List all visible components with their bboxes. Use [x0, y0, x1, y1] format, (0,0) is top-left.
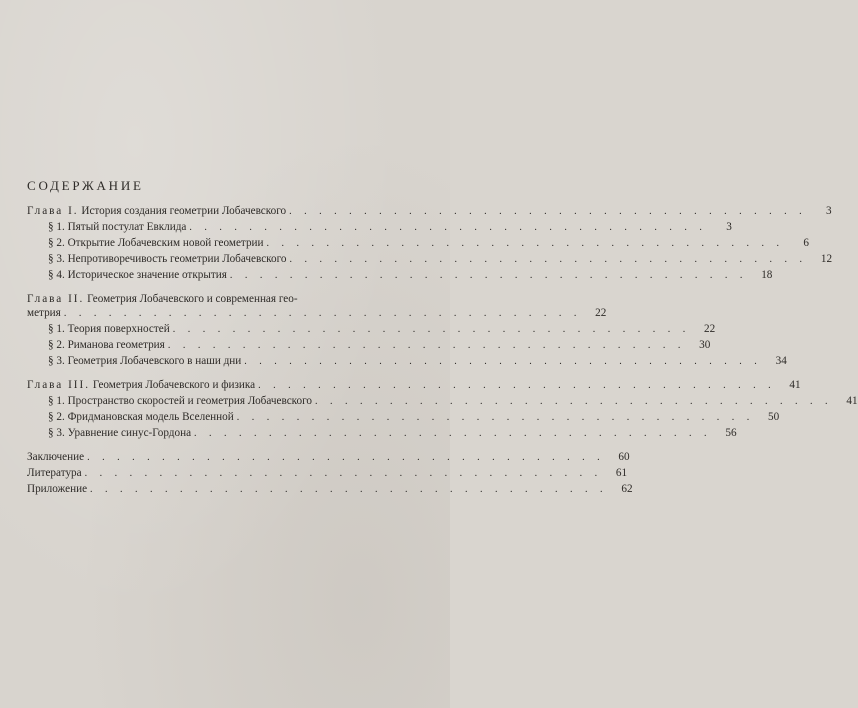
- dot-leader: . . . . . . . . . . . . . . . . . . . . . . . . . . . . . . . . . . .: [189, 222, 707, 233]
- table-of-contents: [27, 205, 858, 499]
- dot-leader: . . . . . . . . . . . . . . . . . . . . . . . . . . . . . . . . . . .: [63, 308, 582, 319]
- spacer: [27, 443, 427, 451]
- dot-leader: . . . . . . . . . . . . . . . . . . . . . . . . . . . . . . . . . . .: [84, 468, 603, 479]
- chapter-2-title-part2: метрия: [27, 307, 61, 319]
- dot-leader: . . . . . . . . . . . . . . . . . . . . . . . . . . . . . . . . . . .: [229, 270, 748, 281]
- contents-heading: СОДЕРЖАНИЕ: [27, 178, 144, 193]
- back-matter-page: 60: [618, 451, 630, 463]
- dot-leader: . . . . . . . . . . . . . . . . . . . . . . . . . . . . . . . . . . .: [289, 254, 808, 265]
- section-label: § 2. Открытие Лобачевским новой геометрии: [48, 237, 264, 249]
- back-matter-label: Заключение: [27, 451, 85, 463]
- section-label: § 3. Непротиворечивость геометрии Лобачевского: [48, 253, 287, 265]
- section-page: 18: [761, 269, 773, 281]
- chapter-1-label: [27, 205, 286, 217]
- dot-leader: . . . . . . . . . . . . . . . . . . . . . . . . . . . . . . . . . . .: [258, 380, 776, 391]
- section-label: § 4. Историческое значение открытия: [48, 269, 227, 281]
- section-page: 6: [803, 237, 810, 249]
- back-matter-page: 61: [615, 467, 628, 479]
- back-matter-entry: [27, 483, 633, 499]
- chapter-3-prefix: Глава III.: [27, 379, 91, 391]
- section-label: § 2. Риманова геометрия: [48, 339, 165, 351]
- section-label: § 3. Геометрия Лобачевского в наши дни: [48, 355, 242, 367]
- chapter-1-page: 3: [826, 205, 832, 217]
- section-label: § 2. Фридмановская модель Вселенной: [48, 411, 234, 423]
- section-entry: [27, 355, 787, 371]
- dot-leader: . . . . . . . . . . . . . . . . . . . . . . . . . . . . . . . . . . .: [87, 452, 605, 463]
- chapter-2-entry: [27, 307, 607, 323]
- dot-leader: . . . . . . . . . . . . . . . . . . . . . . . . . . . . . . . . . . .: [266, 238, 785, 249]
- chapter-2-title-part1: Геометрия Лобачевского и современная гео-: [87, 293, 298, 305]
- section-label: § 1. Теория поверхностей: [48, 323, 170, 335]
- chapter-3-entry: [27, 379, 801, 395]
- chapter-1-title: История создания геометрии Лобачевского: [81, 205, 287, 217]
- chapter-2-page: 22: [595, 307, 607, 319]
- back-matter-entry: [27, 467, 628, 483]
- dot-leader: . . . . . . . . . . . . . . . . . . . . . . . . . . . . . . . . . . .: [315, 396, 833, 407]
- section-page: 41: [846, 395, 858, 407]
- section-entry: [27, 339, 711, 355]
- chapter-1-prefix: Глава I.: [27, 205, 79, 217]
- section-page: 50: [768, 411, 780, 423]
- section-label: § 1. Пространство скоростей и геометрия Лобачевского: [48, 395, 313, 407]
- chapter-3-page: 41: [789, 379, 801, 391]
- section-page: 22: [704, 323, 716, 335]
- section-page: 34: [775, 355, 787, 367]
- chapter-2-title-line1: [27, 293, 427, 307]
- section-label: § 1. Пятый постулат Евклида: [48, 221, 187, 233]
- section-page: 12: [820, 253, 833, 265]
- section-page: 3: [726, 221, 732, 233]
- section-entry: [27, 395, 858, 411]
- spacer: [27, 285, 427, 293]
- chapter-3-label: [27, 379, 255, 391]
- section-entry: [27, 253, 833, 269]
- section-page: 56: [725, 427, 737, 439]
- back-matter-entry: [27, 451, 630, 467]
- dot-leader: . . . . . . . . . . . . . . . . . . . . . . . . . . . . . . . . . . .: [289, 206, 807, 217]
- section-entry: [27, 427, 737, 443]
- section-label: § 3. Уравнение синус-Гордона: [48, 427, 192, 439]
- dot-leader: . . . . . . . . . . . . . . . . . . . . . . . . . . . . . . . . . . .: [167, 340, 686, 351]
- chapter-1-entry: [27, 205, 832, 221]
- chapter-2-prefix: Глава II.: [27, 293, 85, 305]
- dot-leader: . . . . . . . . . . . . . . . . . . . . . . . . . . . . . . . . . . .: [236, 412, 755, 423]
- back-matter-label: Литература: [27, 467, 82, 479]
- dot-leader: . . . . . . . . . . . . . . . . . . . . . . . . . . . . . . . . . . .: [194, 428, 712, 439]
- section-entry: [27, 237, 810, 253]
- back-matter-page: 62: [621, 483, 633, 495]
- spacer: [27, 371, 427, 379]
- section-entry: [27, 269, 773, 285]
- section-entry: [27, 221, 732, 237]
- section-page: 30: [699, 339, 711, 351]
- section-entry: [27, 323, 716, 339]
- dot-leader: . . . . . . . . . . . . . . . . . . . . . . . . . . . . . . . . . . .: [172, 324, 691, 335]
- back-matter-label: Приложение: [27, 483, 88, 495]
- dot-leader: . . . . . . . . . . . . . . . . . . . . . . . . . . . . . . . . . . .: [90, 484, 608, 495]
- section-entry: [27, 411, 780, 427]
- chapter-3-title: Геометрия Лобачевского и физика: [92, 379, 256, 391]
- dot-leader: . . . . . . . . . . . . . . . . . . . . . . . . . . . . . . . . . . .: [244, 356, 762, 367]
